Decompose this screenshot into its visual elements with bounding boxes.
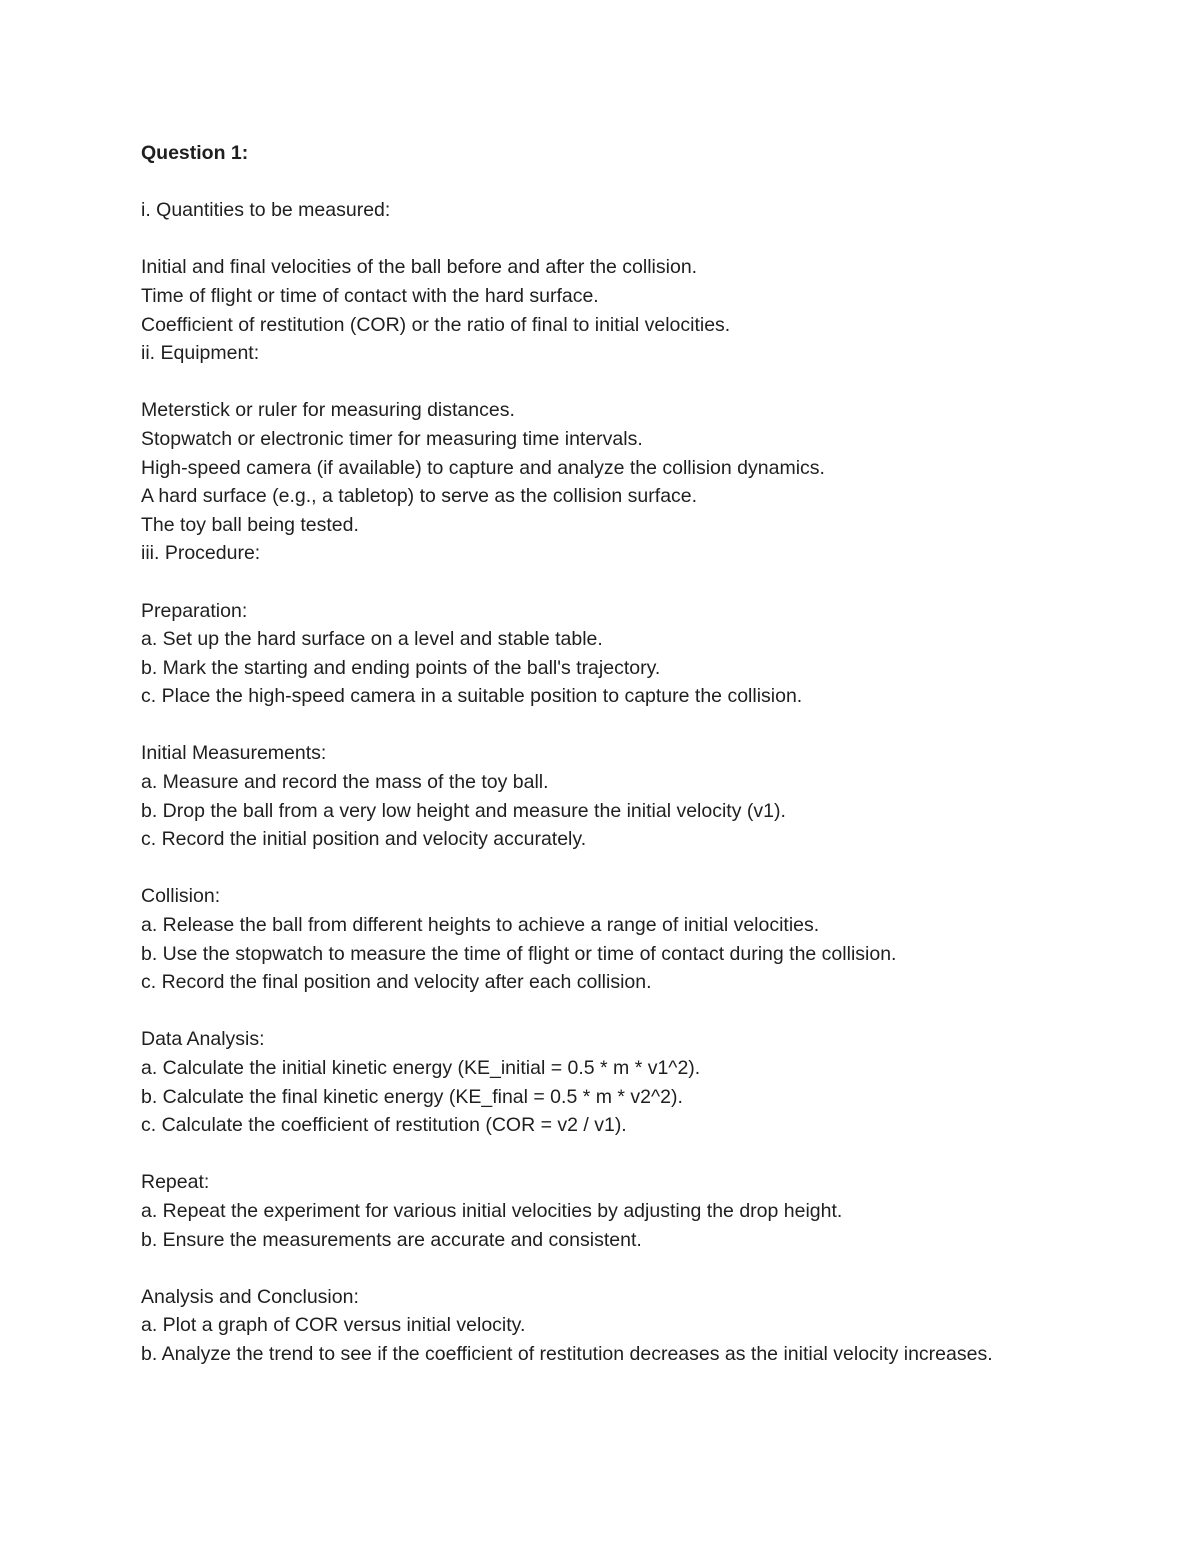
spacer	[141, 168, 1021, 197]
procedure-step: a. Calculate the initial kinetic energy (KE_initial = 0.5 * m * v1^2).	[141, 1057, 701, 1079]
procedure-step: a. Plot a graph of COR versus initial velocity.	[141, 1314, 526, 1337]
equipment-item: Stopwatch or electronic timer for measuring time intervals.	[141, 427, 643, 450]
section-title-analysis-conclusion: Analysis and Conclusion:	[141, 1285, 359, 1308]
equipment-item: A hard surface (e.g., a tabletop) to serve as the collision surface.	[141, 485, 698, 508]
section-title-preparation: Preparation:	[141, 599, 248, 622]
equipment-item: Meterstick or ruler for measuring distances.	[141, 399, 515, 422]
spacer	[141, 1254, 1021, 1283]
spacer	[141, 225, 1021, 254]
procedure-step: a. Set up the hard surface on a level and stable table.	[141, 628, 603, 651]
procedure-step: b. Ensure the measurements are accurate and consistent.	[141, 1228, 642, 1251]
spacer	[141, 1140, 1021, 1169]
quantity-item: Time of flight or time of contact with the hard surface.	[141, 284, 599, 307]
section-title-initial-measurements: Initial Measurements:	[141, 742, 327, 765]
procedure-step: b. Use the stopwatch to measure the time of flight or time of contact during the collision.	[141, 942, 897, 965]
section-title-repeat: Repeat:	[141, 1171, 210, 1194]
procedure-step: a. Measure and record the mass of the toy ball.	[141, 771, 549, 794]
procedure-step: b. Mark the starting and ending points of the ball's trajectory.	[141, 656, 661, 679]
procedure-step: b. Analyze the trend to see if the coefficient of restitution decreases as the initial velocity increases.	[141, 1342, 993, 1365]
quantities-title: i. Quantities to be measured:	[141, 199, 391, 222]
quantity-item: Initial and final velocities of the ball before and after the collision.	[141, 256, 698, 279]
question-heading: Question 1:	[141, 142, 249, 164]
spacer	[141, 568, 1021, 597]
procedure-step: c. Calculate the coefficient of restitution (COR = v2 / v1).	[141, 1114, 627, 1137]
spacer	[141, 711, 1021, 740]
equipment-item: The toy ball being tested.	[141, 513, 359, 536]
spacer	[141, 368, 1021, 397]
procedure-step: c. Place the high-speed camera in a suitable position to capture the collision.	[141, 685, 803, 708]
procedure-step: c. Record the initial position and velocity accurately.	[141, 828, 587, 851]
procedure-title: iii. Procedure:	[141, 542, 261, 565]
procedure-step: c. Record the final position and velocity after each collision.	[141, 971, 652, 994]
quantity-item: Coefficient of restitution (COR) or the ratio of final to initial velocities.	[141, 313, 731, 336]
section-title-data-analysis: Data Analysis:	[141, 1028, 265, 1051]
procedure-step: a. Release the ball from different heights to achieve a range of initial velocities.	[141, 914, 820, 937]
spacer	[141, 854, 1021, 883]
spacer	[141, 997, 1021, 1026]
section-title-collision: Collision:	[141, 885, 221, 908]
equipment-item: High-speed camera (if available) to capture and analyze the collision dynamics.	[141, 456, 825, 479]
procedure-step: b. Calculate the final kinetic energy (KE_final = 0.5 * m * v2^2).	[141, 1085, 683, 1108]
document-content	[141, 139, 1021, 1369]
procedure-step: b. Drop the ball from a very low height and measure the initial velocity (v1).	[141, 799, 786, 822]
procedure-step: a. Repeat the experiment for various initial velocities by adjusting the drop height.	[141, 1199, 843, 1222]
equipment-title: ii. Equipment:	[141, 342, 260, 365]
